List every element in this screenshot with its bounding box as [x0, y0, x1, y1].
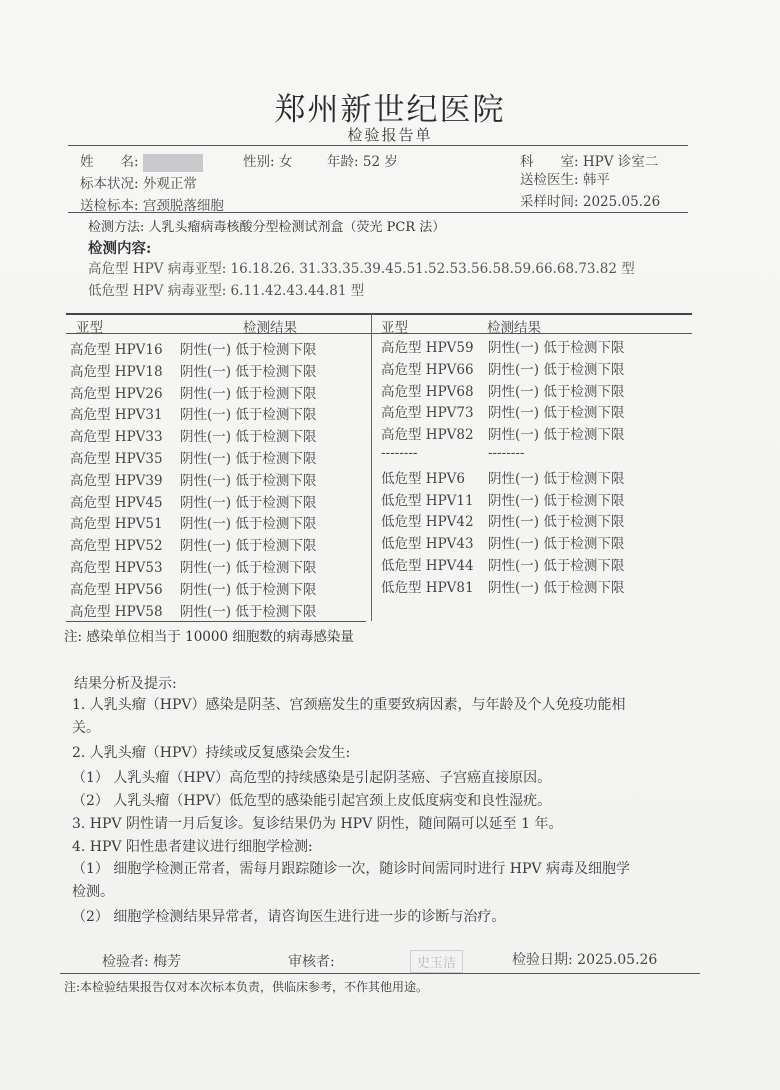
age-field	[327, 150, 398, 170]
inspection-date-label: 检验日期:	[512, 952, 573, 968]
specimen-status-field	[80, 172, 197, 192]
inspector-field	[102, 951, 181, 971]
dept-label: 科 室:	[520, 154, 579, 170]
result-row-value: 阴性(一) 低于检测下限	[488, 470, 625, 487]
result-row-value: 阴性(一) 低于检测下限	[180, 342, 317, 358]
result-row-type: 高危型 HPV26	[70, 385, 163, 402]
sample-time-label: 采样时间:	[520, 194, 579, 210]
doctor-value: 韩平	[582, 172, 610, 188]
result-row-type: 低危型 HPV42	[381, 514, 474, 531]
test-method: 检测方法: 人乳头瘤病毒核酸分型检测试剂盒（荧光 PCR 法）	[88, 220, 446, 235]
result-row-type: 高危型 HPV68	[381, 383, 474, 400]
disclaimer-footer: 注:本检验结果报告仅对本次标本负责，供临床参考，不作其他用途。	[64, 980, 429, 994]
result-row-type: 高危型 HPV53	[70, 560, 163, 576]
col-header-result-left: 检测结果	[243, 320, 297, 336]
age-label: 年龄:	[327, 154, 359, 170]
dept-field	[520, 150, 658, 170]
result-row-value: 阴性(一) 低于检测下限	[180, 363, 317, 380]
sample-time-value: 2025.05.26	[582, 194, 661, 210]
result-row-type: 高危型 HPV35	[70, 451, 163, 467]
result-row-type: 高危型 HPV33	[70, 429, 163, 446]
analysis-item: 检测。	[72, 884, 114, 900]
result-row-type: 高危型 HPV31	[70, 407, 163, 424]
patient-name-field	[80, 150, 203, 172]
analysis-title: 结果分析及提示:	[74, 676, 177, 692]
specimen-status-label: 标本状况:	[80, 176, 139, 192]
name-label: 姓 名:	[80, 154, 139, 170]
age-value: 52 岁	[362, 154, 398, 170]
result-row-value: --------	[488, 445, 525, 461]
inspector-value: 梅芳	[153, 954, 182, 970]
specimen-value: 宫颈脱落细胞	[142, 198, 224, 214]
result-row-type: --------	[381, 445, 418, 461]
result-row-type: 高危型 HPV58	[70, 603, 163, 620]
col-header-result-right: 检测结果	[487, 320, 541, 336]
result-row-value: 阴性(一) 低于检测下限	[488, 514, 625, 531]
result-row-value: 阴性(一) 低于检测下限	[180, 516, 317, 533]
table-top-rule	[66, 313, 692, 315]
result-row-type: 高危型 HPV39	[70, 472, 163, 489]
analysis-item: 1. 人乳头瘤（HPV）感染是阴茎、宫颈癌发生的重要致病因素，与年龄及个人免疫功能相	[72, 697, 626, 713]
reviewer-field	[288, 951, 335, 971]
analysis-item: （2） 细胞学检测结果异常者，请咨询医生进行进一步的诊断与治疗。	[72, 909, 506, 925]
result-row-value: 阴性(一) 低于检测下限	[488, 405, 625, 422]
result-row-type: 高危型 HPV66	[381, 361, 474, 378]
result-row-type: 低危型 HPV44	[381, 558, 474, 574]
table-divider	[371, 313, 372, 621]
result-row-value: 阴性(一) 低于检测下限	[180, 407, 317, 424]
test-content-label: 检测内容:	[88, 240, 152, 257]
specimen-field	[80, 194, 224, 214]
reviewer-label: 审核者:	[288, 954, 335, 970]
result-row-type: 高危型 HPV18	[70, 363, 163, 380]
result-row-value: 阴性(一) 低于检测下限	[180, 472, 317, 489]
result-row-value: 阴性(一) 低于检测下限	[488, 340, 625, 356]
result-row-value: 阴性(一) 低于检测下限	[180, 538, 317, 555]
hospital-name: 郑州新世纪医院	[274, 92, 506, 128]
reviewer-signature-stamp: 史玉洁	[410, 950, 463, 973]
result-row-type: 高危型 HPV51	[70, 516, 163, 533]
result-row-value: 阴性(一) 低于检测下限	[180, 603, 317, 620]
footer-rule	[60, 973, 700, 974]
result-row-type: 低危型 HPV43	[381, 536, 474, 553]
result-row-type: 低危型 HPV81	[381, 579, 474, 596]
analysis-item: 4. HPV 阳性患者建议进行细胞学检测:	[72, 839, 313, 855]
analysis-item: 2. 人乳头瘤（HPV）持续或反复感染会发生:	[72, 745, 351, 761]
result-row-value: 阴性(一) 低于检测下限	[488, 558, 625, 574]
result-row-value: 阴性(一) 低于检测下限	[488, 383, 625, 400]
analysis-item: （1） 细胞学检测正常者，需每月跟踪随诊一次，随诊时间需同时进行 HPV 病毒及细胞学	[72, 861, 630, 877]
infection-unit-note: 注: 感染单位相当于 10000 细胞数的病毒感染量	[64, 629, 354, 645]
result-row-value: 阴性(一) 低于检测下限	[180, 385, 317, 402]
result-row-value: 阴性(一) 低于检测下限	[180, 560, 317, 576]
analysis-item: （2） 人乳头瘤（HPV）低危型的感染能引起宫颈上皮低度病变和良性湿疣。	[72, 793, 552, 809]
dept-value: HPV 诊室二	[582, 154, 659, 170]
specimen-status-value: 外观正常	[142, 176, 197, 192]
result-row-type: 低危型 HPV11	[381, 492, 474, 509]
result-row-value: 阴性(一) 低于检测下限	[488, 536, 625, 553]
result-row-type: 高危型 HPV56	[70, 581, 163, 598]
result-row-value: 阴性(一) 低于检测下限	[488, 579, 625, 596]
result-row-type: 高危型 HPV73	[381, 405, 474, 422]
low-risk-types: 低危型 HPV 病毒亚型: 6.11.42.43.44.81 型	[88, 283, 365, 299]
result-row-value: 阴性(一) 低于检测下限	[180, 581, 317, 598]
result-row-value: 阴性(一) 低于检测下限	[180, 494, 317, 511]
inspection-date-field	[512, 949, 657, 969]
result-row-value: 阴性(一) 低于检测下限	[180, 429, 317, 446]
sex-label: 性别:	[243, 154, 275, 170]
result-row-type: 高危型 HPV45	[70, 494, 163, 511]
sex-field	[243, 150, 292, 170]
result-row-value: 阴性(一) 低于检测下限	[180, 451, 317, 467]
col-header-type-right: 亚型	[381, 320, 408, 336]
result-row-value: 阴性(一) 低于检测下限	[488, 361, 625, 378]
sample-time-field	[520, 190, 660, 210]
doctor-field	[520, 168, 610, 188]
inspector-label: 检验者:	[102, 954, 149, 970]
specimen-label: 送检标本:	[80, 198, 139, 214]
info-rule	[68, 212, 688, 213]
table-bottom-rule	[66, 621, 366, 622]
redacted-name	[143, 154, 203, 172]
top-rule	[68, 145, 688, 146]
result-row-value: 阴性(一) 低于检测下限	[488, 492, 625, 509]
result-row-type: 高危型 HPV82	[381, 427, 474, 444]
high-risk-types: 高危型 HPV 病毒亚型: 16.18.26. 31.33.35.39.45.51.52.53.56.58.59.66.68.73.82 型	[88, 261, 635, 277]
analysis-item: （1） 人乳头瘤（HPV）高危型的持续感染是引起阴茎癌、子宫癌直接原因。	[72, 770, 552, 786]
analysis-item: 关。	[72, 720, 100, 736]
result-row-type: 高危型 HPV16	[70, 342, 163, 358]
inspection-date-value: 2025.05.26	[577, 952, 658, 968]
report-title: 检验报告单	[347, 126, 433, 144]
result-row-value: 阴性(一) 低于检测下限	[488, 427, 625, 444]
col-header-type-left: 亚型	[76, 320, 103, 336]
table-header-rule	[66, 333, 692, 334]
analysis-item: 3. HPV 阴性请一月后复诊。复诊结果仍为 HPV 阴性，随间隔可以延至 1 年。	[72, 816, 563, 832]
doctor-label: 送检医生:	[520, 172, 579, 188]
sex-value: 女	[278, 154, 293, 170]
result-row-type: 高危型 HPV52	[70, 538, 163, 555]
result-row-type: 低危型 HPV6	[381, 470, 465, 487]
result-row-type: 高危型 HPV59	[381, 340, 474, 356]
